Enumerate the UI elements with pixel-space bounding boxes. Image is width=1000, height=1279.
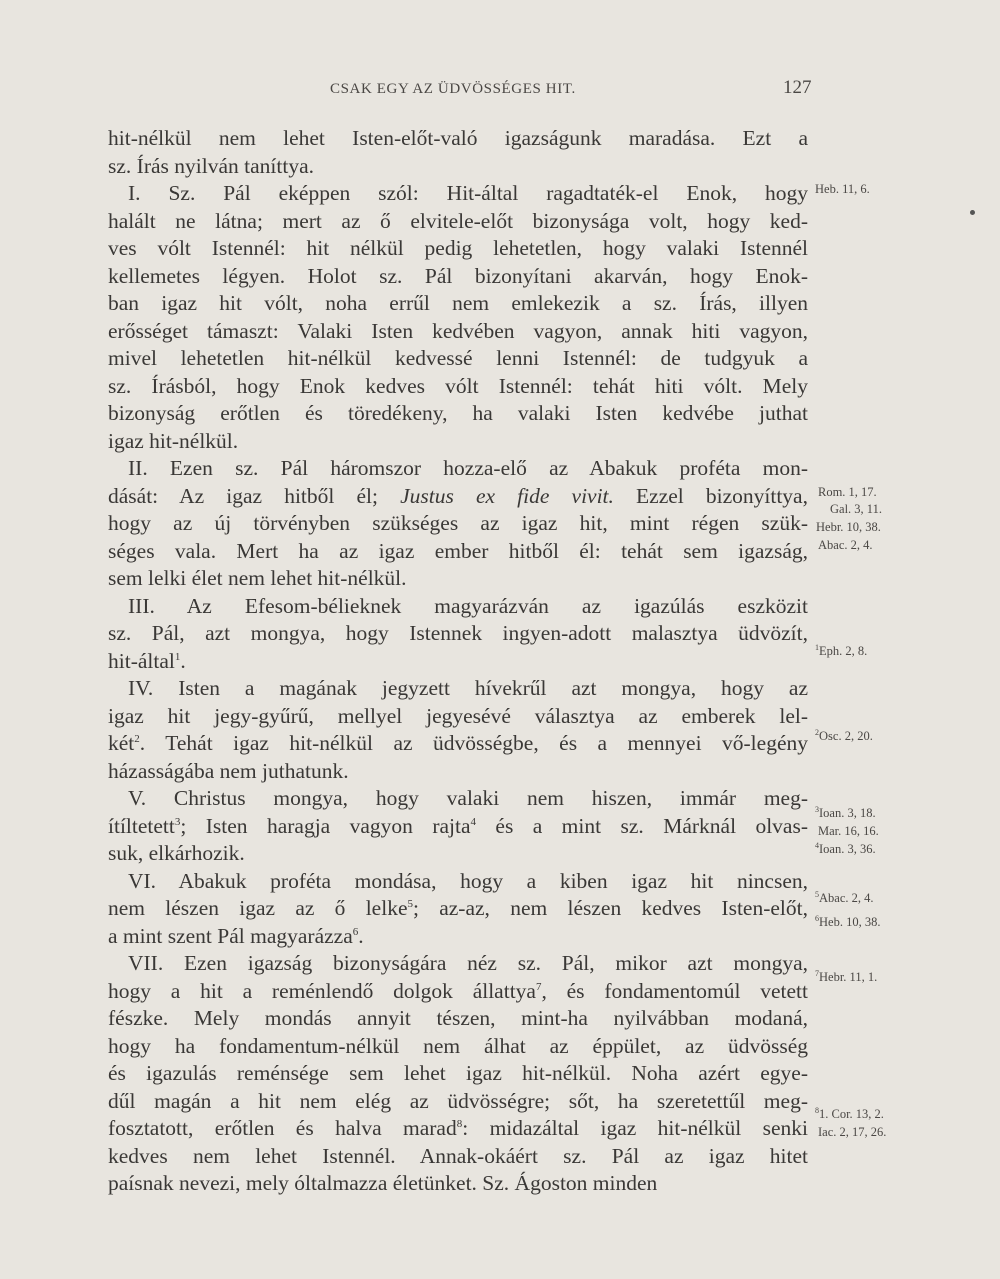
page-number: 127 (783, 77, 812, 98)
marginal-reference (818, 824, 879, 838)
text-line (108, 1033, 808, 1061)
text-line (108, 400, 808, 428)
text-line (108, 1115, 808, 1143)
marginal-reference (815, 970, 877, 984)
marginal-citation: Heb. 10, 38. (819, 915, 881, 929)
text-line (108, 950, 808, 978)
text-segment: VII. Ezen igazság bizonyságára néz sz. Pál, mikor azt mongya, (128, 951, 808, 975)
text-segment: I. Sz. Pál eképpen szól: Hit-által ragadtaték-el Enok, hogy (128, 181, 808, 205)
marginal-citation: Osc. 2, 20. (819, 729, 873, 743)
marginal-citation: Ioan. 3, 18. (819, 806, 876, 820)
text-segment: a mint szent Pál magyarázza (108, 923, 353, 948)
text-line (108, 565, 808, 593)
text-line (108, 675, 808, 703)
marginal-reference (815, 915, 880, 929)
text-segment: dását: Az igaz hitből él; (108, 483, 401, 508)
text-line (108, 483, 808, 511)
latin-quote: Justus ex fide vivit. (400, 483, 614, 508)
marginal-footnote-number: 5 (815, 890, 819, 899)
text-segment: , és fondamentomúl vetett (541, 978, 808, 1003)
marginal-footnote-number: 6 (815, 914, 819, 923)
text-line (108, 1170, 808, 1198)
text-segment: séges vala. Mert ha az igaz ember hitből él: tehát sem igazság, (108, 538, 808, 563)
marginal-footnote-number: 2 (815, 728, 819, 737)
text-segment: Ezzel bizonyíttya, (613, 483, 808, 508)
marginal-footnote-number: 4 (815, 841, 819, 850)
footnote-ref: 6 (352, 925, 359, 938)
text-segment: IV. Isten a magának jegyzett hívekrűl azt mongya, hogy az (128, 676, 808, 700)
text-segment: sz. Pál, azt mongya, hogy Istennek ingyen-adott malasztya üdvözít, (108, 621, 808, 645)
text-line (108, 923, 808, 951)
footnote-ref: 7 (535, 980, 542, 993)
text-line (108, 538, 808, 566)
text-line (108, 153, 808, 181)
text-segment: dűl magán a hit nem elég az üdvösségre; sőt, ha szeretettűl meg- (108, 1088, 808, 1113)
text-segment: kellemetes légyen. Holot sz. Pál bizonyítani akarván, hogy Enok- (108, 263, 808, 288)
text-segment: nem lészen igaz az ő lelke (108, 896, 408, 920)
text-line (108, 813, 808, 841)
footnote-ref: 1 (174, 650, 181, 663)
text-segment: ; Isten haragja vagyon rajta (180, 813, 471, 838)
text-segment: igaz hit jegy-gyűrű, mellyel jegyesévé választya az emberek lel- (108, 703, 808, 728)
text-line (108, 978, 808, 1006)
text-line (108, 840, 808, 868)
marginal-reference (815, 806, 876, 820)
marginal-footnote-number: 3 (815, 805, 819, 814)
marginal-citation: Gal. 3, 11. (830, 502, 882, 516)
page-header (0, 77, 1000, 103)
text-line (108, 1143, 808, 1171)
text-segment: hogy az új törvényben szükséges az igaz hit, mint régen szük- (108, 511, 808, 535)
text-segment: két (108, 731, 135, 755)
text-segment: sem lelki élet nem lehet hit-nélkül. (108, 566, 407, 590)
text-line (108, 428, 808, 456)
text-line (108, 180, 808, 208)
text-segment: ves vólt Istennél: hit nélkül pedig lehetetlen, hogy valaki Istennél (108, 236, 808, 260)
text-segment: mivel lehetetlen hit-nélkül kedvessé lenni Istennél: de tudgyuk a (108, 346, 808, 370)
footnote-ref: 2 (134, 733, 140, 745)
footnote-ref: 5 (407, 898, 413, 910)
text-line (108, 318, 808, 346)
text-line (108, 730, 808, 758)
text-line (108, 208, 808, 236)
marginal-citation: Abac. 2, 4. (819, 891, 874, 905)
ink-speck (970, 210, 975, 215)
text-line (108, 785, 808, 813)
text-segment: kedves nem lehet Istennél. Annak-okáért sz. Pál az igaz hitet (108, 1143, 808, 1168)
text-segment: hogy a hit a reménlendő dolgok állattya (108, 978, 536, 1003)
text-segment: fosztatott, erőtlen és halva marad (108, 1116, 457, 1140)
text-segment: ; az-az, nem lészen kedves Isten-előt, (412, 896, 808, 920)
text-segment: suk, elkárhozik. (108, 841, 245, 865)
text-segment: II. Ezen sz. Pál háromszor hozza-elő az Abakuk proféta mon- (128, 456, 808, 480)
text-line (108, 895, 808, 923)
body-text (108, 125, 808, 1198)
text-segment: halált ne látna; mert az ő elvitele-előt bizonysága volt, hogy ked- (108, 208, 808, 233)
text-line (108, 263, 808, 291)
text-segment: ítíltetett (108, 813, 175, 838)
marginal-citation: Abac. 2, 4. (818, 538, 873, 552)
text-line (108, 1005, 808, 1033)
text-segment: VI. Abakuk proféta mondása, hogy a kiben igaz hit nincsen, (128, 868, 808, 893)
marginal-citation: Ioan. 3, 36. (819, 842, 876, 856)
marginal-reference (815, 729, 873, 743)
text-line (108, 345, 808, 373)
text-segment: és igazulás reménsége sem lehet igaz hit-nélkül. Noha azért egye- (108, 1061, 808, 1085)
marginal-reference (818, 485, 877, 499)
text-segment: ban igaz hit vólt, noha errűl nem emlekezik a sz. Írás, illyen (108, 291, 808, 315)
text-line (108, 1060, 808, 1088)
marginal-citation: Rom. 1, 17. (818, 485, 877, 499)
text-segment: hogy ha fondamentum-nélkül nem álhat az éppület, az üdvösség (108, 1033, 808, 1058)
marginal-reference (818, 1125, 886, 1139)
marginal-citation: 1. Cor. 13, 2. (819, 1107, 884, 1121)
text-segment: és a mint sz. Márknál olvas- (476, 813, 808, 838)
text-line (108, 593, 808, 621)
text-line (108, 648, 808, 676)
text-segment: hit-által (108, 648, 175, 673)
text-line (108, 620, 808, 648)
marginal-footnote-number: 7 (815, 969, 819, 978)
marginal-reference (816, 520, 881, 534)
marginal-reference (815, 891, 874, 905)
marginal-reference (815, 644, 867, 658)
marginal-citation: Eph. 2, 8. (819, 644, 868, 658)
marginal-citation: Iac. 2, 17, 26. (818, 1125, 887, 1139)
marginal-reference (815, 842, 876, 856)
footnote-ref: 3 (174, 815, 181, 828)
text-line (108, 868, 808, 896)
text-segment: igaz hit-nélkül. (108, 428, 239, 453)
text-line (108, 125, 808, 153)
text-line (108, 373, 808, 401)
text-line (108, 758, 808, 786)
text-line (108, 455, 808, 483)
marginal-citation: Hebr. 11, 1. (819, 970, 878, 984)
text-line (108, 703, 808, 731)
text-segment: fészke. Mely mondás annyit tészen, mint-ha nyilvábban modaná, (108, 1006, 808, 1030)
text-segment: bizonyság erőtlen és töredékeny, ha valaki Isten kedvébe juthat (108, 401, 808, 425)
text-segment: erősséget támaszt: Valaki Isten kedvében vagyon, annak hiti vagyon, (108, 318, 808, 343)
text-line (108, 1088, 808, 1116)
text-segment: sz. Írásból, hogy Enok kedves vólt Istennél: tehát hiti vólt. Mely (108, 373, 808, 398)
text-line (108, 235, 808, 263)
text-segment: III. Az Efesom-bélieknek magyarázván az igazúlás eszközit (128, 593, 808, 618)
text-segment: : midazáltal igaz hit-nélkül senki (462, 1116, 808, 1140)
footnote-ref: 4 (470, 815, 477, 828)
text-segment: . (358, 923, 364, 948)
text-segment: V. Christus mongya, hogy valaki nem hiszen, immár meg- (128, 786, 808, 810)
marginal-citation: Hebr. 10, 38. (816, 520, 881, 534)
text-segment: . (180, 648, 186, 673)
text-line (108, 510, 808, 538)
running-title: CSAK EGY AZ ÜDVÖSSÉGES HIT. (330, 81, 576, 97)
marginal-reference (830, 502, 882, 516)
text-segment: házasságába nem juthatunk. (108, 758, 349, 783)
footnote-ref: 8 (456, 1118, 463, 1130)
text-segment: paísnak nevezi, mely óltalmazza életünket. Sz. Ágoston minden (108, 1171, 658, 1195)
marginal-reference (818, 538, 873, 552)
marginal-reference (815, 1107, 884, 1121)
text-segment: hit-nélkül nem lehet Isten-előt-való igazságunk maradása. Ezt a (108, 126, 808, 150)
text-segment: . Tehát igaz hit-nélkül az üdvösségbe, és a mennyei vő-legény (139, 731, 808, 755)
marginal-footnote-number: 1 (815, 643, 819, 652)
marginal-citation: Heb. 11, 6. (815, 182, 870, 196)
marginal-citation: Mar. 16, 16. (818, 824, 879, 838)
marginal-reference (815, 182, 870, 196)
text-segment: sz. Írás nyilván taníttya. (108, 153, 314, 178)
text-line (108, 290, 808, 318)
marginal-footnote-number: 8 (815, 1106, 819, 1115)
